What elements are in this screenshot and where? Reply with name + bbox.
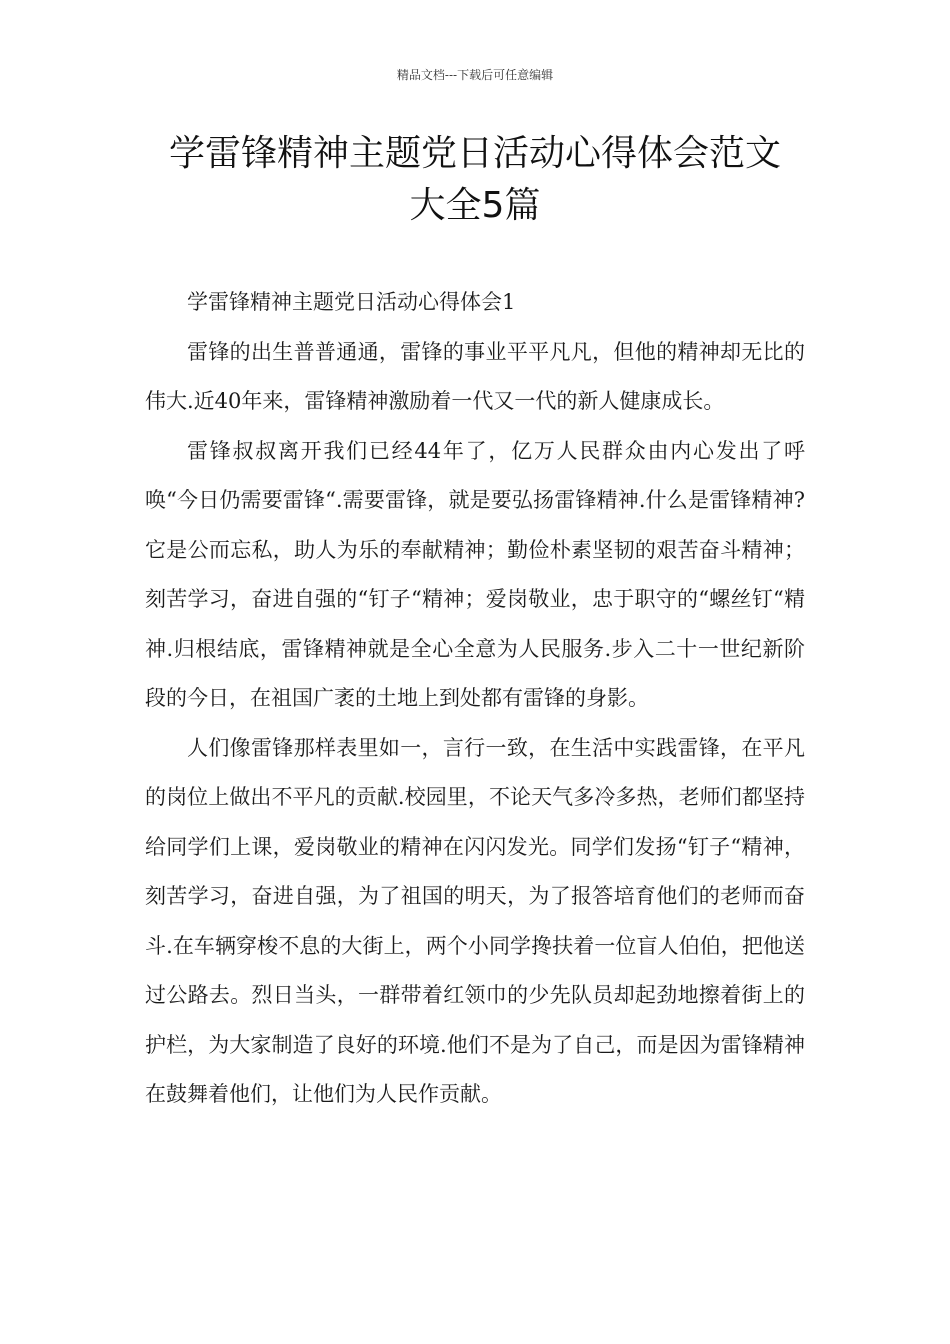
header-note: 精品文档---下载后可任意编辑 <box>396 68 554 82</box>
paragraph-1: 雷锋的出生普普通通，雷锋的事业平平凡凡，但他的精神却无比的伟大.近40年来，雷锋精神激励着一代又一代的新人健康成长。 <box>145 339 805 413</box>
document-title <box>120 128 830 232</box>
paragraph-3: 人们像雷锋那样表里如一，言行一致，在生活中实践雷锋，在平凡的岗位上做出不平凡的贡献.校园里，不论天气多冷多热，老师们都坚持给同学们上课，爱岗敬业的精神在闪闪发光。同学们发扬“钉子“精神，刻苦学习，奋进自强，为了祖国的明天，为了报答培育他们的老师而奋斗.在车辆穿梭不息的大街上，两个小同学搀扶着一位盲人伯伯，把他送过公路去。烈日当头，一群带着红领巾的少先队员却起劲地擦着街上的护栏，为大家制造了良好的环境.他们不是为了自己，而是因为雷锋精神在鼓舞着他们，让他们为人民作贡献。 <box>145 735 805 1106</box>
paragraph-2: 雷锋叔叔离开我们已经44年了，亿万人民群众由内心发出了呼唤“今日仍需要雷锋“.需要雷锋，就是要弘扬雷锋精神.什么是雷锋精神?它是公而忘私，助人为乐的奉献精神；勤俭朴素坚韧的艰苦奋斗精神；刻苦学习，奋进自强的“钉子“精神；爱岗敬业，忠于职守的“螺丝钉“精神.归根结底，雷锋精神就是全心全意为人民服务.步入二十一世纪新阶段的今日，在祖国广袤的土地上到处都有雷锋的身影。 <box>145 438 805 710</box>
document-body <box>145 278 805 1120</box>
document-title-line-2: 大全5篇 <box>409 185 541 226</box>
document-title-line-1: 学雷锋精神主题党日活动心得体会范文 <box>168 133 781 174</box>
section-heading: 学雷锋精神主题党日活动心得体会1 <box>187 290 516 314</box>
